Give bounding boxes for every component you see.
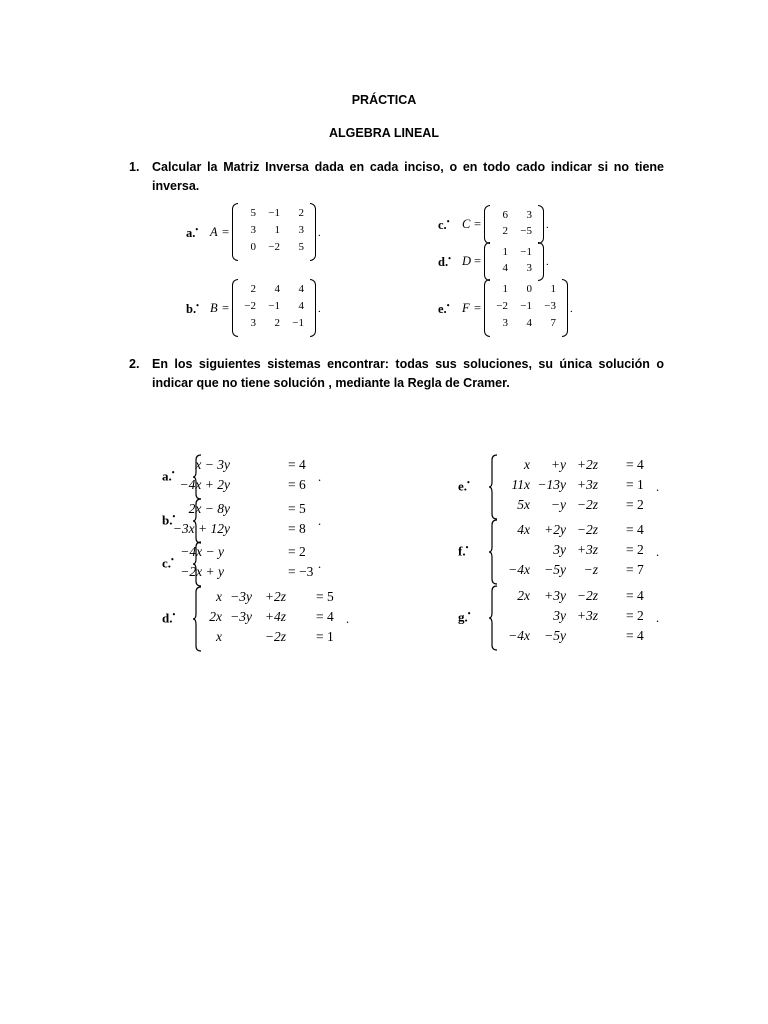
equation-rhs: = 2 <box>626 497 644 512</box>
equation-rhs: = 2 <box>626 608 644 623</box>
equation-rhs: = 2 <box>288 544 306 559</box>
matrix-cell: 1 <box>274 224 280 236</box>
system-row <box>180 564 314 584</box>
equation-term: −4x − y <box>180 544 224 559</box>
equation-rhs: = 4 <box>626 522 644 537</box>
system-label: g.• <box>458 609 471 625</box>
matrix-cell: −1 <box>268 207 280 219</box>
equation-term: −3y <box>230 609 252 624</box>
equation-term: x <box>216 629 222 644</box>
equation-term: x <box>216 589 222 604</box>
equation-term: −4x <box>508 562 530 577</box>
matrix-cell: 7 <box>550 317 556 329</box>
system-row <box>502 497 668 517</box>
system-f <box>458 519 668 585</box>
bullet-icon: • <box>171 468 175 477</box>
matrix-cell: 1 <box>502 283 508 295</box>
equation-term: 3y <box>553 542 566 557</box>
period: . <box>656 611 660 625</box>
period: . <box>656 545 660 559</box>
equation-term: 2x − 8y <box>188 501 230 516</box>
equation-rhs: = 6 <box>288 477 306 492</box>
equation-term: +3z <box>576 608 598 623</box>
system-label: f.• <box>458 543 469 559</box>
question-2-number: 2. <box>129 357 140 371</box>
bullet-icon: • <box>465 543 469 552</box>
matrix-cell: −2 <box>268 241 280 253</box>
equals-sign: = <box>222 300 230 315</box>
equation-term: −4x <box>508 628 530 643</box>
matrix-cell: 4 <box>298 300 304 312</box>
equation-term: −z <box>583 562 598 577</box>
bullet-icon: • <box>196 300 199 310</box>
matrix-cell: 2 <box>274 317 280 329</box>
matrix-label: d.• <box>438 254 451 270</box>
period: . <box>318 514 322 528</box>
equation-term: 3y <box>553 608 566 623</box>
matrix-cell: −2 <box>244 300 256 312</box>
equation-term: −2x + y <box>180 564 224 579</box>
period: . <box>546 219 549 231</box>
matrix-cell: 0 <box>250 241 256 253</box>
system-row <box>502 477 668 497</box>
system-e <box>458 454 668 520</box>
equation-rhs: = 2 <box>626 542 644 557</box>
matrix-name: F <box>462 300 470 315</box>
system-row <box>206 629 362 649</box>
system-row <box>502 588 668 608</box>
matrix-name: D <box>462 254 472 268</box>
equation-term: −13y <box>537 477 566 492</box>
matrix-cell: −1 <box>292 317 304 329</box>
period: . <box>546 256 549 268</box>
matrix-cell: 2 <box>250 283 256 295</box>
equation-term: −3x + 12y <box>172 521 230 536</box>
matrix-name: B <box>210 300 218 315</box>
bullet-icon: • <box>172 610 176 619</box>
matrix-label: b.• <box>186 300 199 316</box>
equation-term: 11x <box>511 477 530 492</box>
system-row <box>172 521 312 541</box>
system-row <box>195 457 312 477</box>
matrix-cell: −3 <box>544 300 556 312</box>
system-row <box>502 628 668 648</box>
equation-rhs: = 7 <box>626 562 644 577</box>
right-paren <box>310 279 316 337</box>
question-2 <box>129 355 664 393</box>
question-1 <box>129 158 664 196</box>
bullet-icon: • <box>446 217 450 226</box>
system-row <box>188 501 312 521</box>
system-a <box>162 454 322 500</box>
equals-sign: = <box>474 300 482 315</box>
question-1-number: 1. <box>129 160 140 174</box>
matrix-cell: −5 <box>520 225 532 237</box>
bullet-icon: • <box>195 224 199 234</box>
equation-term: +3y <box>544 588 566 603</box>
matrix-cell: 4 <box>526 317 532 329</box>
equation-rhs: = 8 <box>288 521 306 536</box>
question-2-text: En los siguientes sistemas encontrar: todas sus soluciones, su única solución o indicar que no tiene solución , mediante la Regla de Cramer. <box>152 357 664 390</box>
equation-rhs: = 1 <box>626 477 644 492</box>
equation-term: 2x <box>517 588 530 603</box>
matrix-name: A <box>210 224 218 239</box>
matrix-cell: −1 <box>268 300 280 312</box>
system-label: b.• <box>162 512 176 528</box>
matrix-cell: 2 <box>298 207 304 219</box>
equation-rhs: = 5 <box>316 589 334 604</box>
matrix-cell: 3 <box>502 317 508 329</box>
bullet-icon: • <box>448 254 451 263</box>
system-row <box>206 609 362 629</box>
matrix-b <box>186 279 346 338</box>
right-paren <box>562 279 568 337</box>
system-row <box>502 542 668 562</box>
matrix-d <box>438 242 598 282</box>
brace-icon <box>488 519 498 585</box>
bullet-icon: • <box>171 555 174 564</box>
right-paren <box>538 242 544 281</box>
equation-term: −2z <box>264 629 286 644</box>
matrix-cell: 4 <box>298 283 304 295</box>
equation-term: +2z <box>576 457 598 472</box>
equation-rhs: = 4 <box>288 457 306 472</box>
period: . <box>570 302 573 315</box>
bullet-icon: • <box>172 512 176 521</box>
equation-rhs: = 4 <box>626 588 644 603</box>
system-row <box>502 457 668 477</box>
matrix-cell: 3 <box>526 209 532 221</box>
equation-term: −5y <box>544 562 566 577</box>
system-d <box>162 586 362 652</box>
equals-sign: = <box>222 224 230 239</box>
equation-rhs: = 1 <box>316 629 334 644</box>
brace-icon <box>488 454 498 520</box>
equation-rhs: = −3 <box>288 564 314 579</box>
matrix-c <box>438 205 598 245</box>
equation-term: −3y <box>230 589 252 604</box>
matrix-cell: 5 <box>298 241 304 253</box>
matrix-label: a.• <box>186 224 199 240</box>
system-b <box>162 498 322 544</box>
question-1-text: Calcular la Matriz Inversa dada en cada inciso, o en todo cado indicar si no tiene inversa. <box>152 160 664 193</box>
equation-term: +y <box>550 457 566 472</box>
matrix-e <box>438 279 598 338</box>
matrix-a <box>186 203 346 262</box>
system-row <box>502 562 668 582</box>
matrix-label: c.• <box>438 217 450 233</box>
matrix-cell: −1 <box>520 246 532 258</box>
equation-rhs: = 4 <box>626 628 644 643</box>
equation-term: x <box>524 457 530 472</box>
matrix-cell: 3 <box>526 262 532 274</box>
matrix-cell: 0 <box>526 283 532 295</box>
matrix-label: e.• <box>438 300 450 316</box>
matrix-cell: 3 <box>250 317 256 329</box>
equals-sign: = <box>474 217 482 231</box>
system-row <box>502 522 668 542</box>
matrix-cell: 2 <box>502 225 508 237</box>
system-label: e.• <box>458 478 470 494</box>
equals-sign: = <box>474 254 482 268</box>
matrix-name: C <box>462 217 471 231</box>
equation-term: −2z <box>576 588 598 603</box>
right-paren <box>310 203 316 261</box>
system-row <box>502 608 668 628</box>
equation-term: −y <box>550 497 566 512</box>
brace-icon <box>192 586 202 652</box>
period: . <box>318 226 321 239</box>
page-title: PRÁCTICA <box>351 93 417 107</box>
period: . <box>318 302 321 315</box>
equation-term: −2z <box>576 522 598 537</box>
system-label: c.• <box>162 555 174 571</box>
system-row <box>179 477 312 497</box>
equation-rhs: = 5 <box>288 501 306 516</box>
system-row <box>206 589 362 609</box>
matrix-cell: 1 <box>550 283 556 295</box>
matrix-cell: 1 <box>502 246 508 258</box>
equation-term: +2z <box>264 589 286 604</box>
equation-term: 4x <box>517 522 530 537</box>
equation-term: −4x + 2y <box>179 477 230 492</box>
matrix-cell: 4 <box>502 262 508 274</box>
equation-rhs: = 4 <box>316 609 334 624</box>
equation-term: +2y <box>544 522 566 537</box>
brace-icon <box>488 585 498 651</box>
matrix-cell: −1 <box>520 300 532 312</box>
system-row <box>180 544 312 564</box>
system-c <box>162 541 322 587</box>
equation-term: +4z <box>264 609 286 624</box>
matrix-cell: 5 <box>250 207 256 219</box>
bullet-icon: • <box>446 300 450 310</box>
equation-term: −5y <box>544 628 566 643</box>
equation-term: 2x <box>209 609 222 624</box>
equation-rhs: = 4 <box>626 457 644 472</box>
matrix-cell: 3 <box>298 224 304 236</box>
equation-term: −2z <box>576 497 598 512</box>
system-g <box>458 585 668 651</box>
period: . <box>318 557 322 571</box>
matrix-cell: 4 <box>274 283 280 295</box>
system-label: a.• <box>162 468 175 484</box>
period: . <box>346 612 350 626</box>
equation-term: 5x <box>517 497 530 512</box>
period: . <box>656 480 660 494</box>
bullet-icon: • <box>467 478 470 487</box>
equation-term: +3z <box>576 477 598 492</box>
page-subtitle: ALGEBRA LINEAL <box>329 126 439 140</box>
matrix-cell: 6 <box>502 209 508 221</box>
system-label: d.• <box>162 610 176 626</box>
matrix-cell: −2 <box>496 300 508 312</box>
right-paren <box>538 205 544 244</box>
period: . <box>318 470 322 484</box>
equation-term: +3z <box>576 542 598 557</box>
equation-term: x − 3y <box>195 457 230 472</box>
matrix-cell: 3 <box>250 224 256 236</box>
bullet-icon: • <box>467 609 471 618</box>
